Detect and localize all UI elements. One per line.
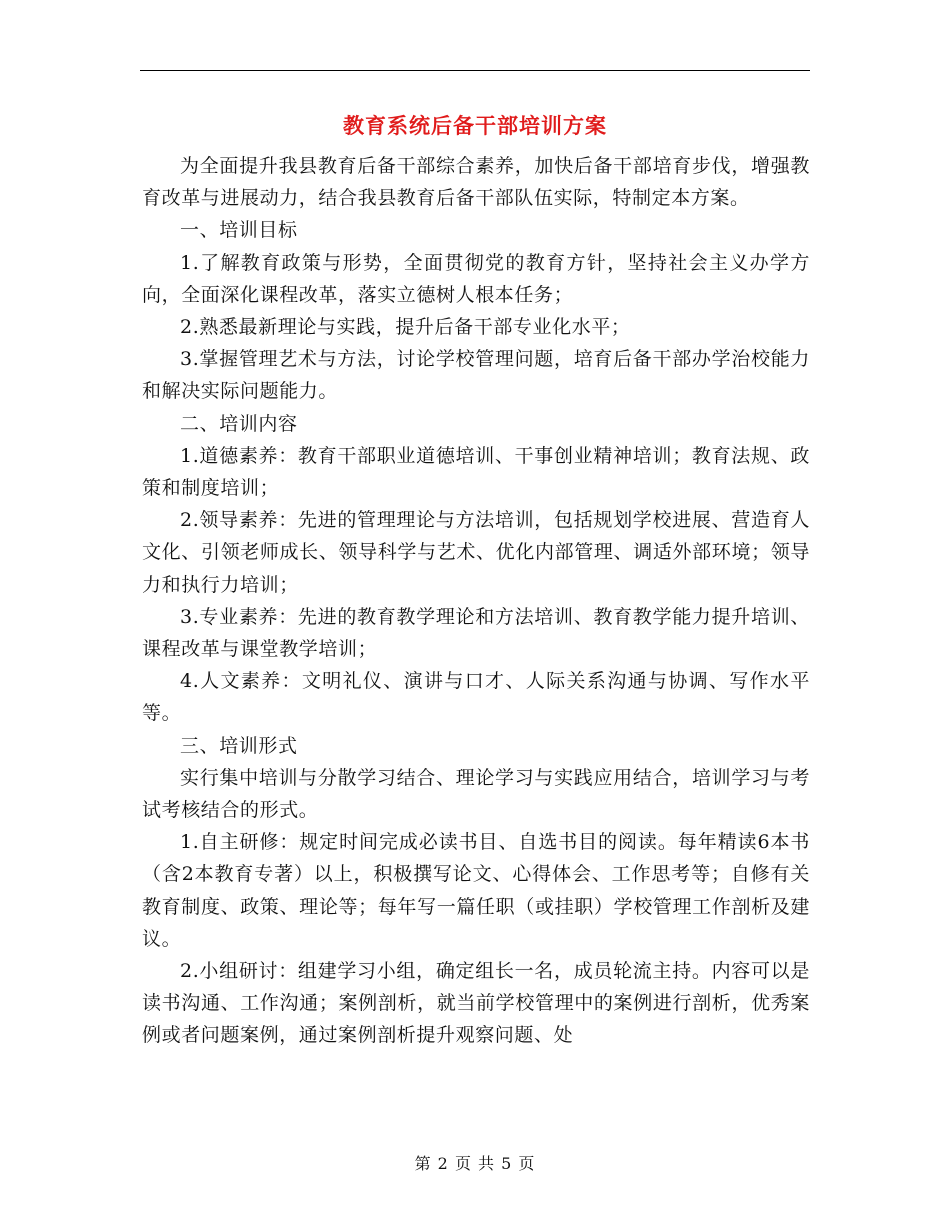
paragraph-format-1: 1.自主研修：规定时间完成必读书目、自选书目的阅读。每年精读6本书（含2本教育专著）以上，积极撰写论文、心得体会、工作思考等；自修有关教育制度、政策、理论等；每年写一篇任职（或挂职）学校管理工作剖析及建议。 (142, 831, 810, 950)
paragraph-content-4: 4.人文素养：文明礼仪、演讲与口才、人际关系沟通与协调、写作水平等。 (142, 670, 810, 725)
paragraph-goal-2: 2.熟悉最新理论与实践，提升后备干部专业化水平； (180, 316, 631, 339)
paragraph-content-1: 1.道德素养：教育干部职业道德培训、干事创业精神培训；教育法规、政策和制度培训； (142, 444, 810, 500)
paragraph-goal-1: 1.了解教育政策与形势，全面贯彻党的教育方针，坚持社会主义办学方向，全面深化课程改革，落实立德树人根本任务； (142, 251, 810, 306)
paragraph-format-intro: 实行集中培训与分散学习结合、理论学习与实践应用结合，培训学习与考试考核结合的形式。 (142, 766, 810, 822)
paragraph-content-3: 3.专业素养：先进的教育教学理论和方法培训、教育教学能力提升培训、课程改革与课堂教学培训； (142, 605, 810, 661)
document-body (142, 150, 810, 1052)
document-title: 教育系统后备干部培训方案 (343, 114, 607, 138)
section-heading-goals: 一、培训目标 (180, 219, 298, 242)
page-number-footer: 第 2 页 共 5 页 (414, 1154, 536, 1173)
paragraph-format-2: 2.小组研讨：组建学习小组，确定组长一名，成员轮流主持。内容可以是读书沟通、工作沟通；案例剖析，就当前学校管理中的案例进行剖析，优秀案例或者问题案例，通过案例剖析提升观察问题、处 (142, 960, 810, 1047)
paragraph-goal-3: 3.掌握管理艺术与方法，讨论学校管理问题，培育后备干部办学治校能力和解决实际问题能力。 (142, 348, 810, 403)
header-rule (140, 70, 810, 71)
paragraph-content-2: 2.领导素养：先进的管理理论与方法培训，包括规划学校进展、营造育人文化、引领老师成长、领导科学与艺术、优化内部管理、调适外部环境；领导力和执行力培训； (142, 509, 810, 596)
section-heading-format: 三、培训形式 (180, 734, 298, 757)
section-heading-content: 二、培训内容 (180, 412, 298, 435)
paragraph-intro: 为全面提升我县教育后备干部综合素养，加快后备干部培育步伐，增强教育改革与进展动力，结合我县教育后备干部队伍实际，特制定本方案。 (142, 155, 810, 210)
